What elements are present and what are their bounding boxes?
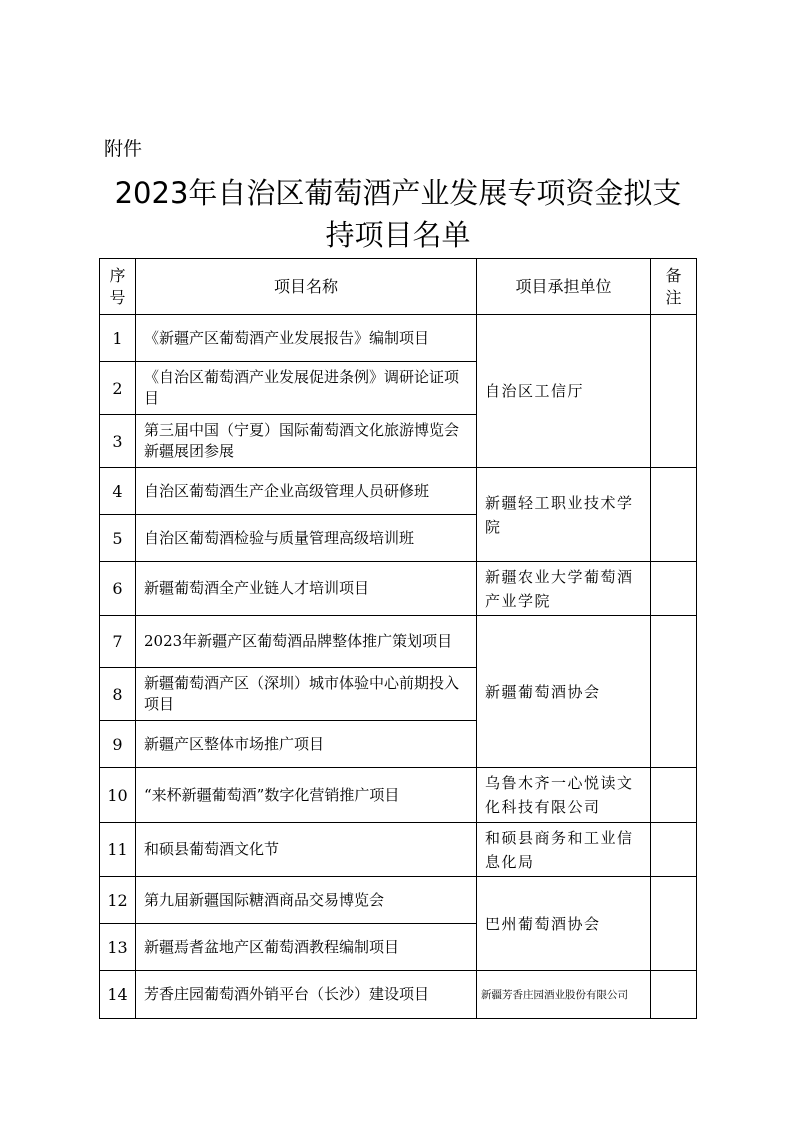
row-number: 14 [100,971,136,1019]
responsible-unit: 乌鲁木齐一心悦读文化科技有限公司 [477,768,651,823]
remarks-cell [651,468,697,562]
remarks-cell [651,823,697,877]
row-number: 13 [100,924,136,971]
row-number: 6 [100,562,136,616]
header-serial-number: 序号 [100,259,136,315]
row-number: 9 [100,721,136,768]
project-name: 自治区葡萄酒检验与质量管理高级培训班 [136,515,477,562]
project-name: “来杯新疆葡萄酒”数字化营销推广项目 [136,768,477,823]
row-number: 10 [100,768,136,823]
row-number: 3 [100,415,136,468]
table-row [100,616,697,668]
project-name: 《自治区葡萄酒产业发展促进条例》调研论证项目 [136,362,477,415]
project-name: 第三届中国（宁夏）国际葡萄酒文化旅游博览会新疆展团参展 [136,415,477,468]
project-name: 自治区葡萄酒生产企业高级管理人员研修班 [136,468,477,515]
header-responsible-unit: 项目承担单位 [477,259,651,315]
project-name: 芳香庄园葡萄酒外销平台（长沙）建设项目 [136,971,477,1019]
responsible-unit: 自治区工信厅 [477,315,651,468]
document-title-line-1: 2023年自治区葡萄酒产业发展专项资金拟支 [114,176,682,210]
row-number: 1 [100,315,136,362]
row-number: 2 [100,362,136,415]
project-name: 新疆葡萄酒全产业链人才培训项目 [136,562,477,616]
table-row [100,823,697,877]
responsible-unit: 和硕县商务和工业信息化局 [477,823,651,877]
remarks-cell [651,315,697,468]
row-number: 4 [100,468,136,515]
table-row [100,468,697,515]
table-row [100,877,697,924]
responsible-unit: 新疆轻工职业技术学院 [477,468,651,562]
project-name: 新疆产区整体市场推广项目 [136,721,477,768]
project-name: 新疆焉耆盆地产区葡萄酒教程编制项目 [136,924,477,971]
responsible-unit: 巴州葡萄酒协会 [477,877,651,971]
project-list-table [99,258,697,1019]
header-remarks: 备注 [651,259,697,315]
responsible-unit: 新疆农业大学葡萄酒产业学院 [477,562,651,616]
table-row [100,562,697,616]
remarks-cell [651,877,697,971]
header-project-name: 项目名称 [136,259,477,315]
row-number: 7 [100,616,136,668]
table-row [100,971,697,1019]
document-title-line-2: 持项目名单 [325,218,471,252]
row-number: 8 [100,668,136,721]
table-row [100,768,697,823]
row-number: 12 [100,877,136,924]
remarks-cell [651,616,697,768]
attachment-label: 附件 [104,138,143,160]
project-name: 《新疆产区葡萄酒产业发展报告》编制项目 [136,315,477,362]
remarks-cell [651,768,697,823]
responsible-unit: 新疆芳香庄园酒业股份有限公司 [477,971,651,1019]
remarks-cell [651,562,697,616]
row-number: 5 [100,515,136,562]
project-name: 第九届新疆国际糖酒商品交易博览会 [136,877,477,924]
table-header-row [100,259,697,315]
project-name: 新疆葡萄酒产区（深圳）城市体验中心前期投入项目 [136,668,477,721]
responsible-unit: 新疆葡萄酒协会 [477,616,651,768]
table-row [100,315,697,362]
project-name: 2023年新疆产区葡萄酒品牌整体推广策划项目 [136,616,477,668]
row-number: 11 [100,823,136,877]
project-name: 和硕县葡萄酒文化节 [136,823,477,877]
remarks-cell [651,971,697,1019]
